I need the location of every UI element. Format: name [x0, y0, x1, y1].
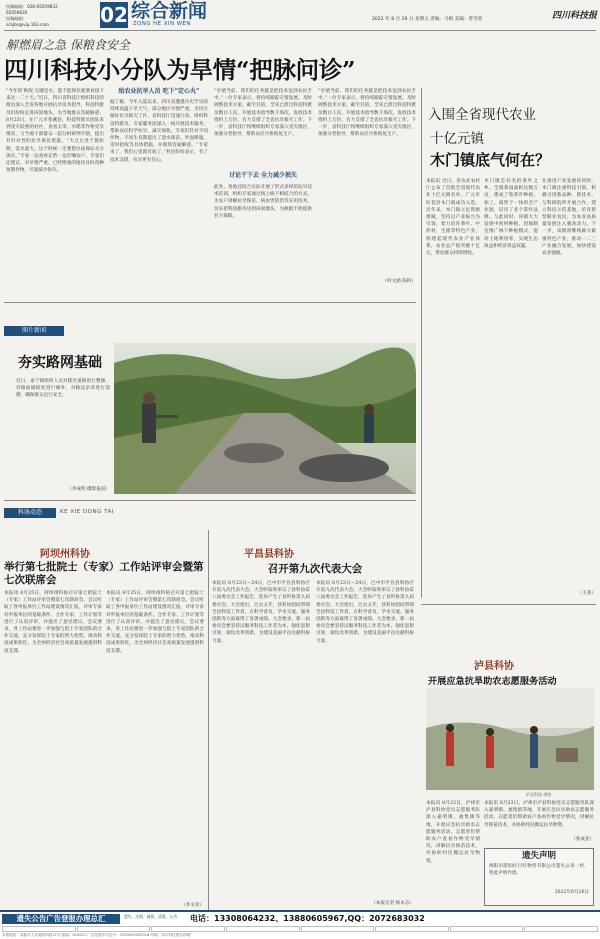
lead-col2: 据了解，今年入夏以来，四川省遭遇历史罕见的持续高温干旱天气，部分地区旱情严重。为切实做好抗旱救灾工作，省科技厅迅速行动，组织科技特派员、专家服务团深入一线开展技术服务，帮助农民科学抗旱、减灾保收。专家们针对不同作物、不同生育期提出了浇水保苗、叶面喷施、适时抢收等具体措施，并现场答疑解惑。“专家来了，我们心里就有底了。”村民纷纷表示，有了技术支撑，抗旱更有信心。	[110, 100, 208, 163]
lead-sub1: 给农业抗旱人员 吃下“定心丸”	[118, 88, 200, 95]
volunteer-illustration	[426, 688, 594, 790]
ad-cell	[375, 926, 449, 932]
lead-col4: “旱情当前，我们的任务就是把技术送到农民手中。”一位专家表示，将持续跟踪灾情发展，及时调整技术方案。截至目前，全省已派出科技特派员数百人次，开展技术指导数千场次，发放技术资料上万份，有力支撑了全省抗旱救灾工作。下一步，省科技厅将继续组织专家深入受灾地区，加强分类指导，帮助农民尽快恢复生产。	[318, 89, 416, 138]
column-divider	[421, 88, 422, 598]
tech-news-pinyin: KE XIE DONG TAI	[60, 509, 114, 515]
lead-source: （何文涵 陈科）	[382, 279, 416, 284]
lead-col3-wrap	[214, 88, 312, 294]
lead-col2-wrap	[110, 88, 208, 294]
ad-phones: 电话：13308064232、13880605967,QQ：2072683032	[190, 914, 425, 923]
a3-photo-credit: 泸县科协 供图	[526, 792, 552, 797]
lead-col4-wrap	[318, 88, 416, 294]
contact-email: 投稿邮箱：sckjbs@vip.163.com	[6, 16, 49, 27]
a2-org: 平昌县科协	[244, 549, 294, 560]
ad-cell	[524, 926, 598, 932]
photo-news-label: 图片新闻	[4, 326, 64, 336]
notice-body: 绵阳市游仙区巨旺物贸有限公司遗失公章一枚，特此声明作废。	[489, 864, 589, 877]
lead-headline: 四川科技小分队为旱情“把脉问诊”	[4, 56, 356, 84]
road-repair-photo	[114, 343, 416, 494]
lead-col1: “今年的‘秋收’关键是水，能不能保住就要看接下来这一二十天。”近日，四川省科技厅组织科技特派员深入全省各地开展抗旱技术指导，科技特派员们纷纷走进田间地头，为当地群众答疑解惑。8月23日，在广元市苍溪县，科技特派员团队来到受灾较重的村社，查看玉米、水稻等作物受旱情况，与当地干部群众一起分析研判灾情，提出有针对性的抗旱保苗措施。“大豆正处于鼓粒期，需水量大，这个时候一定要想办法保证水分供应。”专家一边查看长势一边叮嘱农户。专家们还建议，对旱情严重、已经绝收的地块及时改种短期作物，尽量减少损失。	[6, 89, 104, 174]
masthead: 四川科技报	[552, 11, 598, 21]
right-headline1: 入围全省现代农业	[428, 107, 536, 123]
right-body-col3: 在推进产业发展的同时，木门镇注重科技引领，积极引进新品种、新技术，与科研院所开展合作，建立科技示范基地，培育新型职业农民，为农业高质量发展注入强劲动力。下一步，该镇将继续做大做强特色产业，推动一二三产业融合发展，加快建设农业强镇。	[542, 179, 596, 257]
right-headline3: 木门镇底气何在？	[430, 151, 551, 169]
a3-rule	[421, 604, 596, 605]
tech-news-label: 科协动态	[4, 508, 56, 518]
right-headline2: 十亿元镇	[430, 131, 484, 147]
ad-grid	[2, 926, 598, 932]
a2-credit: （本报记者 杨永志）	[371, 901, 414, 906]
page-number: 02	[100, 3, 128, 27]
lead-sub2: 讨论干下去 全力减少损失	[228, 172, 298, 179]
notice-date: 2022年8月26日	[554, 890, 589, 895]
ad-banner	[0, 910, 600, 939]
a1-title: 举行第七批院士（专家）工作站评审会暨第七次联席会	[4, 561, 204, 586]
right-body-col1: 本报讯 近日，省农业农村厅公布了首批全省现代农业十亿元镇名单，广元市旺苍县木门镇成功入选。近年来，木门镇立足资源禀赋，坚持以产业振兴为引领，着力培育茶叶、中药材、生猪等特色产业，构建起现代农业产业体系，农业总产值突破十亿元，带动群众持续增收。	[426, 179, 480, 257]
lead-col3b: 此外，各地还结合实际开展了形式多样的抗旱技术培训，组织专家通过线上线下相结合的方式，为农户讲解抗旱保苗、病虫害防治等实用技术，切实把科技服务送到田间地头，为秋粮丰收提供有力保障。	[214, 185, 312, 219]
contact-phone: 投稿邮箱：028-65059832 65059830	[6, 4, 58, 15]
a3-body-col2: 本报讯 8月23日，泸州市泸县科协党员志愿服务队深入嘉明镇、福集镇等地，开展应急抗旱助农志愿服务活动。志愿者们帮助农户查看作物受旱情况，讲解抗旱保苗技术，并协助村民搬运抗旱物资。	[484, 801, 594, 828]
ad-cell	[151, 926, 225, 932]
photo-news-credit: （李成明 摄影报道）	[67, 487, 110, 492]
volunteer-photo	[426, 688, 594, 790]
a3-body-col1: 本报讯 8月23日，泸州市泸县科协党员志愿服务队深入嘉明镇、福集镇等地，开展应急抗旱助农志愿服务活动。志愿者们帮助农户查看作物受旱情况，讲解抗旱保苗技术，并协助村民搬运抗旱物资。	[426, 801, 480, 864]
ad-cell	[2, 926, 76, 932]
a3-title: 开展应急抗旱助农志愿服务活动	[428, 676, 557, 687]
tech-divider	[208, 530, 209, 915]
section-pinyin: ZONG HE XIN WEN	[133, 21, 191, 27]
footer-info: 本报地址：成都市人民南路四段11号 邮编：610041 广告经营许可证号：5100004000016 印刷：四川科技报社印刷厂	[2, 933, 194, 937]
ad-title: 遗失公告广告登报办理总汇	[2, 914, 120, 924]
notice-title: 遗失声明	[521, 851, 556, 861]
a1-body-col2: 本报讯 8月25日，阿坝州科协召开第七批院士（专家）工作站评审会暨第七次联席会。会议听取了各申报单位工作站建设情况汇报，评审专家对申报单位的基础条件、合作专家、工作计划等进行了认真评审，并提出了意见建议。会议要求，各工作站要进一步加强与院士专家团队的合作交流，充分发挥院士专家的智力优势，推动科技成果转化，为全州经济社会高质量发展提供科技支撑。	[106, 591, 204, 654]
photo-news-body: 近日，泰宁镇组织人员对辖区道路进行整修，对路面破损处进行修补，对路边杂草进行清理，确保群众出行安全。	[16, 379, 110, 399]
loss-notice	[484, 848, 594, 906]
a2-body-col1: 本报讯 8月23日—24日，巴中市平昌县科协召开第九次代表大会。大会听取和审议了县科协第八届委员会工作报告，选举产生了县科协第九届委员会。大会指出，过去五年，县科协团结带领全县科技工作者，在科学普及、学术交流、服务创新等方面取得了显著成绩。大会要求，新一届委员会要坚持以服务科技工作者为本，强化思想引领，深化改革创新，为建设美丽平昌贡献科协力量。	[212, 581, 310, 644]
road-repair-illustration	[114, 343, 416, 494]
right-credit: （王菁）	[577, 591, 596, 596]
photo-rule	[4, 302, 416, 303]
lead-col3: “旱情当前，我们的任务就是把技术送到农民手中。”一位专家表示，将持续跟踪灾情发展，及时调整技术方案。截至目前，全省已派出科技特派员数百人次，开展技术指导数千场次，发放技术资料上万份，有力支撑了全省抗旱救灾工作。下一步，省科技厅将继续组织专家深入受灾地区，加强分类指导，帮助农民尽快恢复生产。	[214, 89, 312, 138]
ad-cell	[77, 926, 151, 932]
a1-credit: （李文君）	[181, 903, 204, 908]
a1-org: 阿坝州科协	[40, 549, 90, 560]
header-rule	[4, 30, 596, 31]
a1-body-col1: 本报讯 8月25日，阿坝州科协召开第七批院士（专家）工作站评审会暨第七次联席会。会议听取了各申报单位工作站建设情况汇报，评审专家对申报单位的基础条件、合作专家、工作计划等进行了认真评审，并提出了意见建议。会议要求，各工作站要进一步加强与院士专家团队的合作交流，充分发挥院士专家的智力优势，推动科技成果转化，为全州经济社会高质量发展提供科技支撑。	[4, 591, 102, 654]
photo-bottom-rule	[4, 500, 416, 501]
a3-org: 泸县科协	[474, 661, 514, 672]
date-line: 2022 年 8 月 26 日 星期五 责编：马梅 美编：曾雪瑶	[372, 17, 483, 22]
ad-services: 遗失、注销、减资、清算、公告	[124, 914, 178, 919]
section-title: 综合新闻	[131, 0, 208, 22]
a2-body-col2: 本报讯 8月23日—24日，巴中市平昌县科协召开第九次代表大会。大会听取和审议了县科协第八届委员会工作报告，选举产生了县科协第九届委员会。大会指出，过去五年，县科协团结带领全县科技工作者，在科学普及、学术交流、服务创新等方面取得了显著成绩。大会要求，新一届委员会要坚持以服务科技工作者为本，强化思想引领，深化改革创新，为建设美丽平昌贡献科协力量。	[316, 581, 414, 644]
ad-cell	[450, 926, 524, 932]
ad-cell	[301, 926, 375, 932]
photo-news-title: 夯实路网基础	[18, 355, 102, 371]
ad-cell	[226, 926, 300, 932]
lead-kicker: 解燃眉之急 保粮食安全	[6, 38, 130, 52]
header-contact	[6, 4, 66, 28]
a2-title: 召开第九次代表大会	[267, 563, 363, 575]
a3-credit: （张成龙）	[571, 837, 594, 842]
right-body-col2: 木门镇是有名的茶叶之乡。全镇茶园面积达数万亩，建成了集茶叶种植、加工、销售于一体的全产业链，培育了多个茶叶品牌。与此同时，该镇大力发展中药材种植，因地制宜推广林下种植模式，提高土地利用率，实现生态效益和经济效益双赢。	[484, 179, 538, 249]
